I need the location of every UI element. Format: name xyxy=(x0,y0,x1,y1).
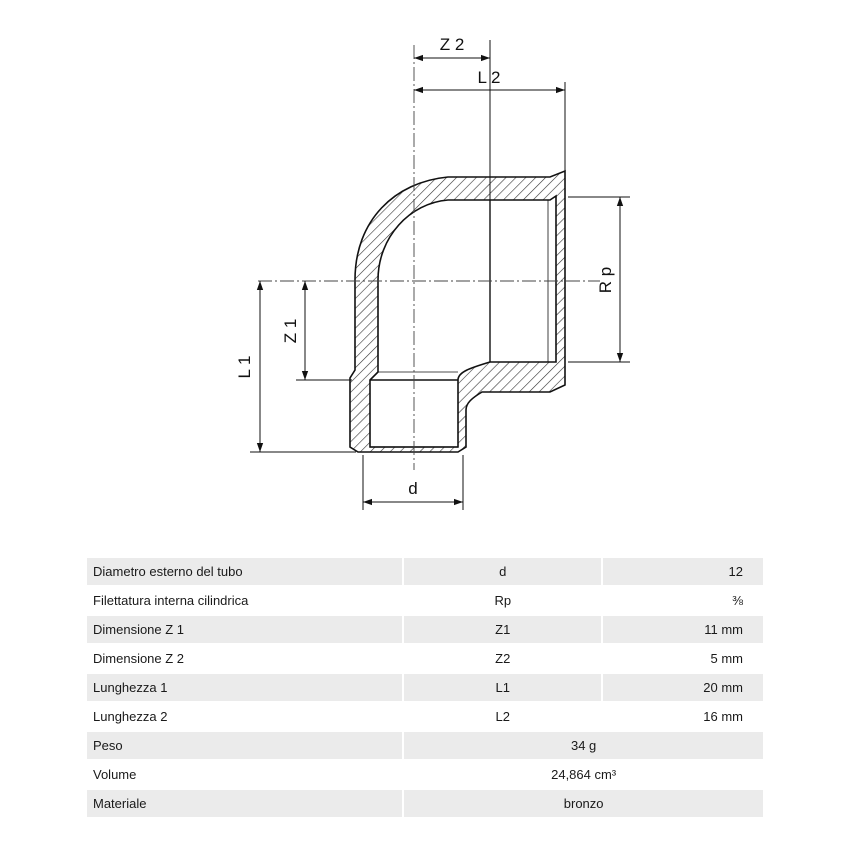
row-label: Dimensione Z 2 xyxy=(93,651,185,666)
label-l1: L 1 xyxy=(235,355,254,379)
row-value: ⅜ xyxy=(601,587,763,614)
row-label: Dimensione Z 1 xyxy=(87,616,402,643)
row-symbol: d xyxy=(402,558,601,585)
row-value: 20 mm xyxy=(601,674,763,701)
row-value: 16 mm xyxy=(601,703,763,730)
row-value: 5 mm xyxy=(601,645,763,672)
row-label: Peso xyxy=(87,732,402,759)
label-l2: L 2 xyxy=(477,68,501,87)
row-symbol: Rp xyxy=(402,587,601,614)
table-row xyxy=(87,645,763,672)
table-row xyxy=(87,732,763,759)
row-label: Filettatura interna cilindrica xyxy=(93,593,249,608)
label-z2: Z 2 xyxy=(439,35,465,54)
row-value: 12 xyxy=(601,558,763,585)
row-value: 24,864 cm³ xyxy=(402,761,763,788)
table-row xyxy=(87,761,763,788)
table-row xyxy=(87,790,763,817)
row-symbol: L1 xyxy=(402,674,601,701)
row-value: 11 mm xyxy=(601,616,763,643)
row-symbol: Z1 xyxy=(402,616,601,643)
row-value: bronzo xyxy=(402,790,763,817)
table-row xyxy=(87,587,763,614)
fitting-body-section xyxy=(350,171,565,452)
label-z1: Z 1 xyxy=(281,318,300,344)
row-label: Diametro esterno del tubo xyxy=(87,558,402,585)
row-label: Volume xyxy=(93,767,137,782)
row-label: Lunghezza 2 xyxy=(93,709,168,724)
label-d: d xyxy=(408,479,418,498)
table-row xyxy=(87,703,763,730)
row-label: Materiale xyxy=(87,790,402,817)
table-row xyxy=(87,558,763,585)
row-value: 34 g xyxy=(402,732,763,759)
row-symbol: L2 xyxy=(402,703,601,730)
label-rp: R p xyxy=(596,266,615,294)
specifications-table xyxy=(87,556,763,819)
table-row xyxy=(87,616,763,643)
table-row xyxy=(87,674,763,701)
row-label: Lunghezza 1 xyxy=(87,674,402,701)
row-symbol: Z2 xyxy=(402,645,601,672)
